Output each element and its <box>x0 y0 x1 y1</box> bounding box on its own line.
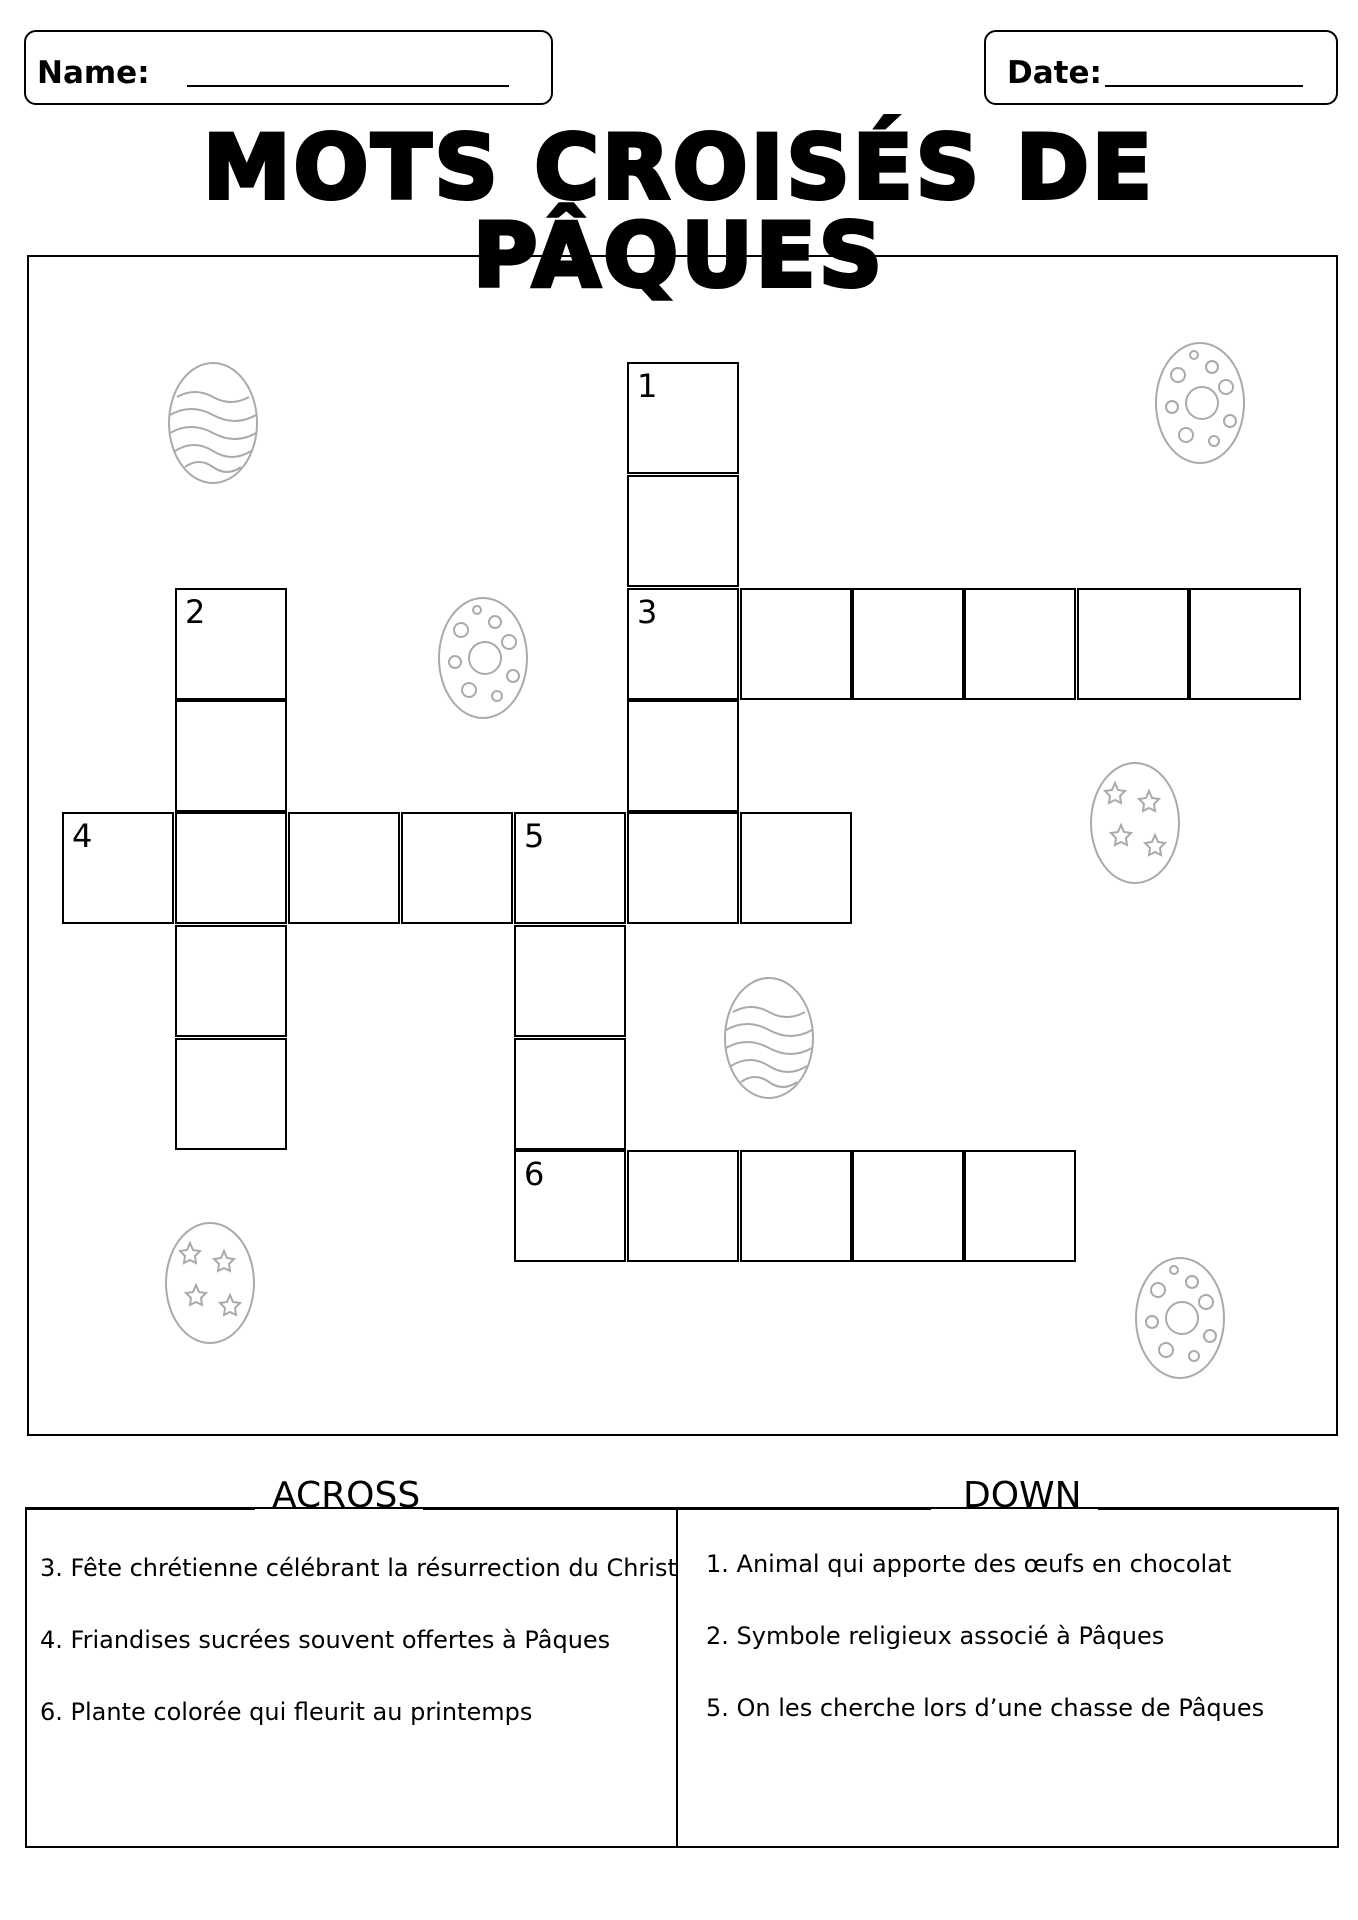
clue-number-4: 4 <box>72 817 93 855</box>
name-input-line[interactable] <box>187 85 509 87</box>
crossword-cell[interactable] <box>175 812 287 924</box>
clue-number-3: 3 <box>637 593 658 631</box>
date-label: Date: <box>1007 55 1102 91</box>
crossword-cell[interactable] <box>62 812 174 924</box>
crossword-cell[interactable] <box>514 1038 626 1150</box>
crossword-cell[interactable] <box>627 475 739 587</box>
crossword-cell[interactable] <box>627 362 739 474</box>
crossword-cell[interactable] <box>852 1150 964 1262</box>
crossword-cell[interactable] <box>175 588 287 700</box>
name-label: Name: <box>37 55 150 91</box>
crossword-cell[interactable] <box>627 700 739 812</box>
down-clue-2: 2. Symbole religieux associé à Pâques <box>706 1622 1165 1650</box>
crossword-cell[interactable] <box>964 1150 1076 1262</box>
crossword-cell[interactable] <box>627 588 739 700</box>
egg-dotted-icon <box>1130 1250 1230 1380</box>
page-title: MOTS CROISÉS DE PÂQUES <box>203 116 1155 307</box>
crossword-cell[interactable] <box>1189 588 1301 700</box>
clue-number-6: 6 <box>524 1155 545 1193</box>
crossword-cell[interactable] <box>740 1150 852 1262</box>
crossword-cell[interactable] <box>175 700 287 812</box>
crossword-cell[interactable] <box>740 588 852 700</box>
date-input-line[interactable] <box>1105 85 1303 87</box>
crossword-cell[interactable] <box>1077 588 1189 700</box>
across-heading: ACROSS <box>272 1475 421 1516</box>
down-heading: DOWN <box>963 1475 1082 1516</box>
crossword-cell[interactable] <box>964 588 1076 700</box>
egg-wavy-icon <box>163 355 263 485</box>
crossword-cell[interactable] <box>627 812 739 924</box>
clue-number-5: 5 <box>524 817 545 855</box>
crossword-cell[interactable] <box>740 812 852 924</box>
crossword-cell[interactable] <box>514 812 626 924</box>
crossword-cell[interactable] <box>514 1150 626 1262</box>
across-clue-4: 4. Friandises sucrées souvent offertes à Pâques <box>40 1626 611 1654</box>
egg-stars-icon <box>1085 755 1185 885</box>
clue-number-2: 2 <box>185 593 206 631</box>
crossword-cell[interactable] <box>401 812 513 924</box>
crossword-cell[interactable] <box>288 812 400 924</box>
crossword-cell[interactable] <box>175 925 287 1037</box>
crossword-cell[interactable] <box>514 925 626 1037</box>
crossword-cell[interactable] <box>627 1150 739 1262</box>
down-clue-1: 1. Animal qui apporte des œufs en chocolat <box>706 1550 1232 1578</box>
crossword-cell[interactable] <box>852 588 964 700</box>
across-clue-3: 3. Fête chrétienne célébrant la résurrection du Christ <box>40 1554 677 1582</box>
egg-wavy-icon <box>719 970 819 1100</box>
down-clue-5: 5. On les cherche lors d’une chasse de Pâques <box>706 1694 1265 1722</box>
clue-number-1: 1 <box>637 367 658 405</box>
crossword-cell[interactable] <box>175 1038 287 1150</box>
across-clue-6: 6. Plante colorée qui fleurit au printemps <box>40 1698 533 1726</box>
egg-stars-icon <box>160 1215 260 1345</box>
egg-dotted-icon <box>1150 335 1250 465</box>
egg-dotted-icon <box>433 590 533 720</box>
